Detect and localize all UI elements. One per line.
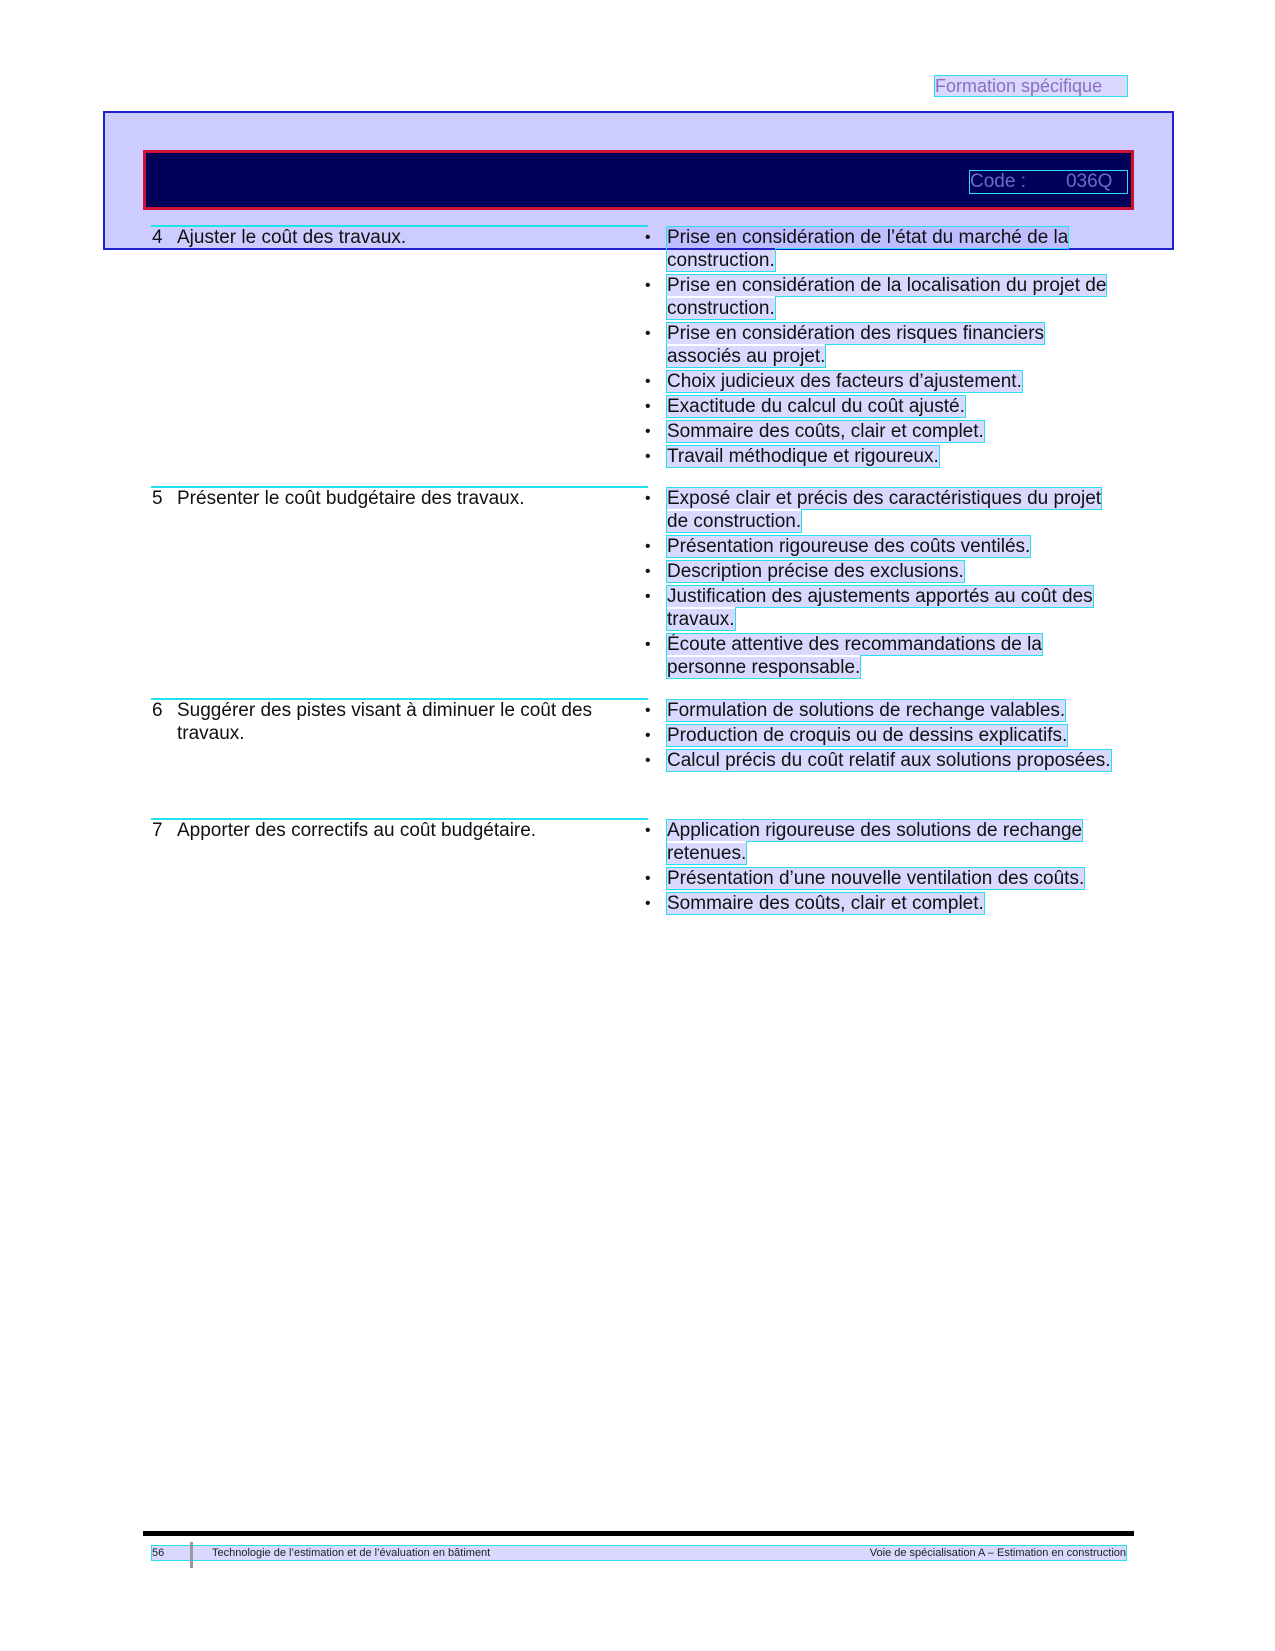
criteria-text: Prise en considération de l’état du marché de la construction. [667, 227, 1069, 271]
criteria-text: Sommaire des coûts, clair et complet. [667, 893, 984, 914]
criteria-item [645, 892, 1123, 915]
criteria-item [645, 370, 1123, 393]
bullet-icon: • [645, 423, 651, 440]
criteria-text: Sommaire des coûts, clair et complet. [667, 421, 984, 442]
criteria-text: Présentation d’une nouvelle ventilation des coûts. [667, 868, 1085, 889]
competency-text: Ajuster le coût des travaux. [177, 227, 407, 248]
bullet-icon: • [645, 752, 651, 769]
code-label-text: Code : [970, 171, 1026, 192]
criteria-item [645, 560, 1123, 583]
criteria-item [645, 724, 1123, 747]
bullet-icon: • [645, 636, 651, 653]
section-header-label: Formation spécifique [935, 76, 1127, 96]
criteria-item [645, 395, 1123, 418]
criteria-item [645, 445, 1123, 468]
performance-criteria-list [645, 487, 1123, 681]
criteria-text: Choix judicieux des facteurs d’ajustement. [667, 371, 1022, 392]
criteria-text: Justification des ajustements apportés au coût des travaux. [667, 586, 1093, 630]
page-footer [152, 1546, 1126, 1560]
bullet-icon: • [645, 563, 651, 580]
criteria-item [645, 633, 1123, 679]
criteria-text: Formulation de solutions de rechange valables. [667, 700, 1066, 721]
bullet-icon: • [645, 277, 651, 294]
criteria-item [645, 274, 1123, 320]
criteria-text: Présentation rigoureuse des coûts ventilés. [667, 536, 1031, 557]
bullet-icon: • [645, 490, 651, 507]
footer-page-number: 56 [152, 1547, 165, 1559]
criteria-text: Écoute attentive des recommandations de la personne responsable. [667, 634, 1042, 678]
bullet-icon: • [645, 870, 651, 887]
footer-specialisation: Voie de spécialisation A – Estimation en construction [869, 1547, 1126, 1559]
bullet-icon: • [645, 325, 651, 342]
bullet-icon: • [645, 229, 651, 246]
footer-title: Technologie de l’estimation et de l’évaluation en bâtiment [212, 1547, 491, 1559]
performance-criteria-list [645, 819, 1123, 917]
criteria-text: Prise en considération des risques financiers associés au projet. [667, 323, 1045, 367]
criteria-item [645, 749, 1123, 772]
criteria-item [645, 585, 1123, 631]
criteria-text: Exactitude du calcul du coût ajusté. [667, 396, 965, 417]
competency-number: 7 [152, 820, 163, 841]
bullet-icon: • [645, 702, 651, 719]
competency-number: 6 [152, 700, 163, 721]
competency-text: Suggérer des pistes visant à diminuer le coût des travaux. [177, 700, 593, 744]
bullet-icon: • [645, 822, 651, 839]
bullet-icon: • [645, 538, 651, 555]
bullet-icon: • [645, 373, 651, 390]
criteria-text: Travail méthodique et rigoureux. [667, 446, 939, 467]
competency-number: 4 [152, 227, 163, 248]
criteria-item [645, 867, 1123, 890]
criteria-text: Exposé clair et précis des caractéristiques du projet de construction. [667, 488, 1102, 532]
footer-rule [143, 1531, 1134, 1536]
bullet-icon: • [645, 588, 651, 605]
bullet-icon: • [645, 895, 651, 912]
criteria-item [645, 226, 1123, 272]
bullet-icon: • [645, 398, 651, 415]
competency-text: Présenter le coût budgétaire des travaux. [177, 488, 525, 509]
performance-criteria-list [645, 226, 1123, 470]
criteria-text: Calcul précis du coût relatif aux solutions proposées. [667, 750, 1111, 771]
criteria-item [645, 420, 1123, 443]
competency-number: 5 [152, 488, 163, 509]
criteria-text: Production de croquis ou de dessins explicatifs. [667, 725, 1068, 746]
criteria-text: Prise en considération de la localisation du projet de construction. [667, 275, 1107, 319]
footer-separator [190, 1542, 193, 1568]
bullet-icon: • [645, 448, 651, 465]
criteria-text: Application rigoureuse des solutions de rechange retenues. [667, 820, 1083, 864]
code-label [970, 171, 1127, 193]
code-value: 036Q [1065, 171, 1113, 192]
criteria-item [645, 819, 1123, 865]
criteria-item [645, 699, 1123, 722]
criteria-item [645, 487, 1123, 533]
bullet-icon: • [645, 727, 651, 744]
competency-text: Apporter des correctifs au coût budgétaire. [177, 820, 537, 841]
criteria-item [645, 535, 1123, 558]
criteria-item [645, 322, 1123, 368]
criteria-text: Description précise des exclusions. [667, 561, 964, 582]
performance-criteria-list [645, 699, 1123, 774]
